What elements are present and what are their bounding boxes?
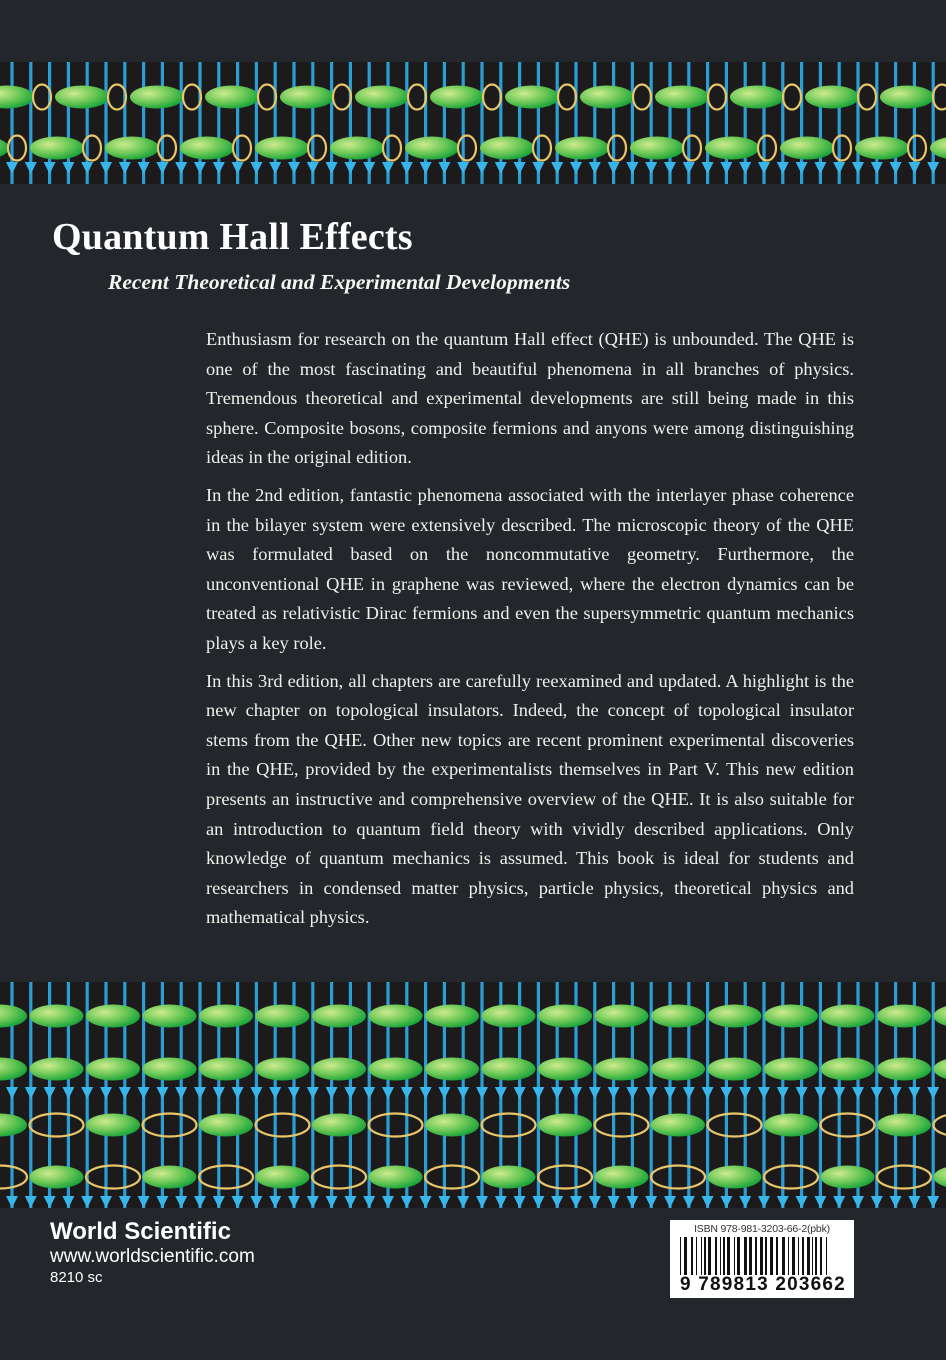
bottom-decorative-band <box>0 982 946 1208</box>
flux-pattern-illustration <box>0 62 946 184</box>
isbn-barcode <box>670 1220 854 1298</box>
book-title: Quantum Hall Effects <box>52 216 413 258</box>
flux-pattern-illustration <box>0 982 946 1208</box>
book-subtitle: Recent Theoretical and Experimental Developments <box>108 270 571 294</box>
publisher-name: World Scientific <box>50 1218 231 1245</box>
back-cover-blurb <box>206 325 854 941</box>
publisher-url[interactable]: www.worldscientific.com <box>50 1246 255 1267</box>
blurb-paragraph-1: Enthusiasm for research on the quantum Hall effect (QHE) is unbounded. The QHE is one of the most fascinating and beautiful phenomena in all branches of physics. Tremendous theoretical and experimental developments are still being made in this sphere. Composite bosons, composite fermions and anyons were among distinguishing ideas in the original edition. <box>206 329 854 468</box>
publisher-code: 8210 sc <box>50 1269 103 1286</box>
ean-digits: 9 789813 203662 <box>678 1275 848 1295</box>
blurb-paragraph-2: In the 2nd edition, fantastic phenomena associated with the interlayer phase coherence in the bilayer system were extensively described. The microscopic theory of the QHE was formulated based on the noncommutative geometry. Furthermore, the unconventional QHE in graphene was reviewed, where the electron dynamics can be treated as relativistic Dirac fermions and even the supersymmetric quantum mechanics plays a key role. <box>206 484 854 653</box>
publisher-block <box>50 1218 255 1288</box>
isbn-label: ISBN 978-981-3203-66-2(pbk) <box>694 1223 830 1235</box>
blurb-paragraph-3: In this 3rd edition, all chapters are carefully reexamined and updated. A highlight is the new chapter on topological insulators. Indeed, the concept of topological insulator stems from the QHE. Other new topics are recent prominent experimental discoveries in the QHE, provided by the experimentalists themselves in Part V. This new edition presents an instructive and comprehensive overview of the QHE. It is also suitable for an introduction to quantum field theory with vividly described applications. Only knowledge of quantum mechanics is assumed. This book is ideal for students and researchers in condensed matter physics, particle physics, theoretical physics and mathematical physics. <box>206 670 854 928</box>
top-decorative-band <box>0 62 946 184</box>
